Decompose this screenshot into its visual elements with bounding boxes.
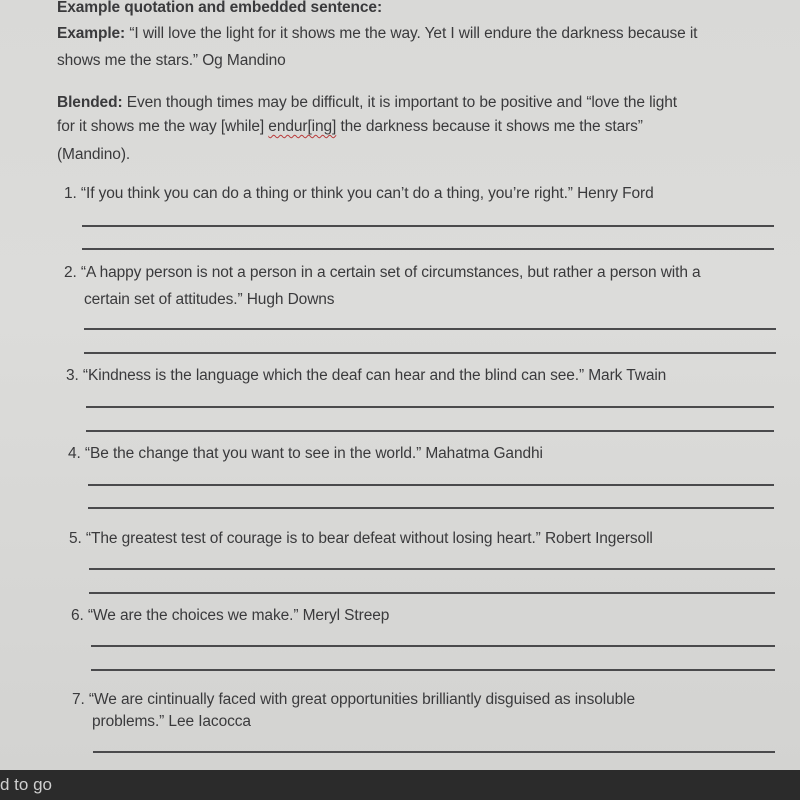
blended-label: Blended: bbox=[57, 94, 123, 111]
example-line-1 bbox=[57, 24, 697, 44]
answer-line[interactable] bbox=[88, 507, 774, 509]
answer-line[interactable] bbox=[93, 751, 775, 753]
answer-line[interactable] bbox=[86, 406, 774, 408]
bottom-overlay-bar bbox=[0, 770, 800, 800]
blended-line-2 bbox=[57, 117, 643, 137]
answer-line[interactable] bbox=[89, 568, 775, 570]
answer-line[interactable] bbox=[82, 225, 774, 227]
answer-line[interactable] bbox=[91, 669, 775, 671]
quote-item-7-line-1: 7. “We are cintinually faced with great opportunities brilliantly disguised as insoluble bbox=[72, 691, 635, 708]
answer-line[interactable] bbox=[89, 592, 775, 594]
answer-line[interactable] bbox=[84, 328, 776, 330]
blended-text-line-3: (Mandino). bbox=[57, 146, 131, 163]
bottom-overlay-text: d to go bbox=[0, 775, 52, 794]
example-label: Example: bbox=[57, 25, 126, 42]
blended-text-line-1: Even though times may be difficult, it is important to be positive and “love the light bbox=[126, 94, 678, 111]
blended-text-line-2b: the darkness because it shows me the stars” bbox=[336, 118, 643, 135]
answer-line[interactable] bbox=[84, 352, 776, 354]
answer-line[interactable] bbox=[86, 430, 774, 432]
blended-line-1 bbox=[57, 93, 677, 113]
spellcheck-word: endur[ing] bbox=[268, 118, 337, 135]
worksheet-heading: Example quotation and embedded sentence: bbox=[57, 0, 383, 16]
example-quote-line-1: “I will love the light for it shows me the way. Yet I will endure the darkness because it bbox=[129, 25, 698, 42]
quote-item-7-line-2: problems.” Lee Iacocca bbox=[92, 713, 251, 730]
answer-line[interactable] bbox=[82, 248, 774, 250]
quote-item-2-line-1: 2. “A happy person is not a person in a certain set of circumstances, but rather a person with a bbox=[64, 264, 701, 281]
quote-item-6: 6. “We are the choices we make.” Meryl Streep bbox=[71, 607, 390, 624]
quote-item-2-line-2: certain set of attitudes.” Hugh Downs bbox=[84, 291, 335, 308]
quote-item-4: 4. “Be the change that you want to see in the world.” Mahatma Gandhi bbox=[68, 445, 543, 462]
example-quote-line-2: shows me the stars.” Og Mandino bbox=[57, 52, 286, 69]
blended-text-line-2a: for it shows me the way [while] bbox=[57, 118, 269, 135]
quote-item-3: 3. “Kindness is the language which the deaf can hear and the blind can see.” Mark Twain bbox=[66, 367, 667, 384]
quote-item-1: 1. “If you think you can do a thing or think you can’t do a thing, you’re right.” Henry Ford bbox=[64, 185, 654, 202]
quote-item-5: 5. “The greatest test of courage is to bear defeat without losing heart.” Robert Ingersoll bbox=[69, 530, 653, 547]
answer-line[interactable] bbox=[88, 484, 774, 486]
answer-line[interactable] bbox=[91, 645, 775, 647]
